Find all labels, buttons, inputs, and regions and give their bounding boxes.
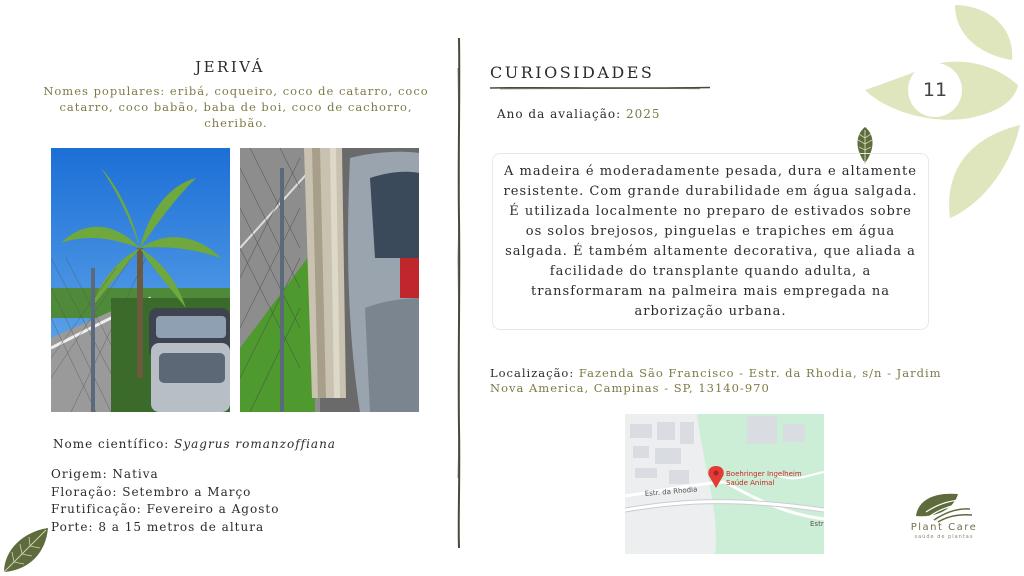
heading-underline [490, 85, 710, 91]
logo-tagline: saúde de plantas [914, 534, 974, 540]
map-road-label-2: Estr [810, 520, 824, 528]
fact-fruiting: Frutificação: Fevereiro a Agosto [51, 502, 280, 516]
page-number: 11 [922, 79, 948, 101]
map-road-label: Estr. da Rhodia [644, 485, 698, 498]
scientific-name-value: Syagrus romanzoffiana [174, 437, 336, 451]
plant-facts [51, 466, 279, 536]
map-poi-line1: Boehringer Ingelheim [726, 470, 802, 478]
scientific-name-label: Nome científico: [53, 437, 175, 451]
leaf-decoration-bottom-left [0, 526, 52, 576]
map-poi-line2: Saúde Animal [726, 479, 775, 487]
fact-origin: Origem: Nativa [51, 467, 159, 481]
palm-trunk-photo [240, 148, 419, 412]
logo-name: Plant Care [910, 522, 978, 533]
popular-names: Nomes populares: eribá, coqueiro, coco de catarro, coco catarro, coco babão, baba de boi, coco de cachorro, cheribão. [43, 84, 429, 130]
palm-tree-photo [51, 148, 230, 412]
scientific-name [53, 437, 336, 451]
column-divider [454, 38, 464, 548]
location-label: Localização: [490, 366, 579, 380]
fact-flowering: Floração: Setembro a Março [51, 484, 252, 499]
fact-size: Porte: 8 a 15 metros de altura [51, 519, 265, 534]
location-value: Fazenda São Francisco - Estr. da Rhodia, s/n - Jardim Nova America, Campinas - SP, 13140-970 [490, 366, 942, 395]
evaluation-year [497, 107, 661, 121]
evaluation-year-label: Ano da avaliação: [497, 107, 626, 121]
plant-title: JERIVÁ [195, 58, 265, 76]
curiosidades-text-box: A madeira é moderadamente pesada, dura e altamente resistente. Com grande durabilidade em água salgada. É utilizada localmente no preparo de estivados sobre os solos brejosos, pinguelas e trapiches em água salgada. É também altamente decorativa, que aliada a facilidade do transplante quando adulta, a transformaram na palmeira mais empregada na arborização urbana. [492, 153, 929, 330]
location [490, 366, 980, 396]
evaluation-year-value: 2025 [625, 107, 661, 121]
location-map[interactable] [625, 414, 824, 554]
curiosidades-heading: CURIOSIDADES [490, 63, 655, 82]
